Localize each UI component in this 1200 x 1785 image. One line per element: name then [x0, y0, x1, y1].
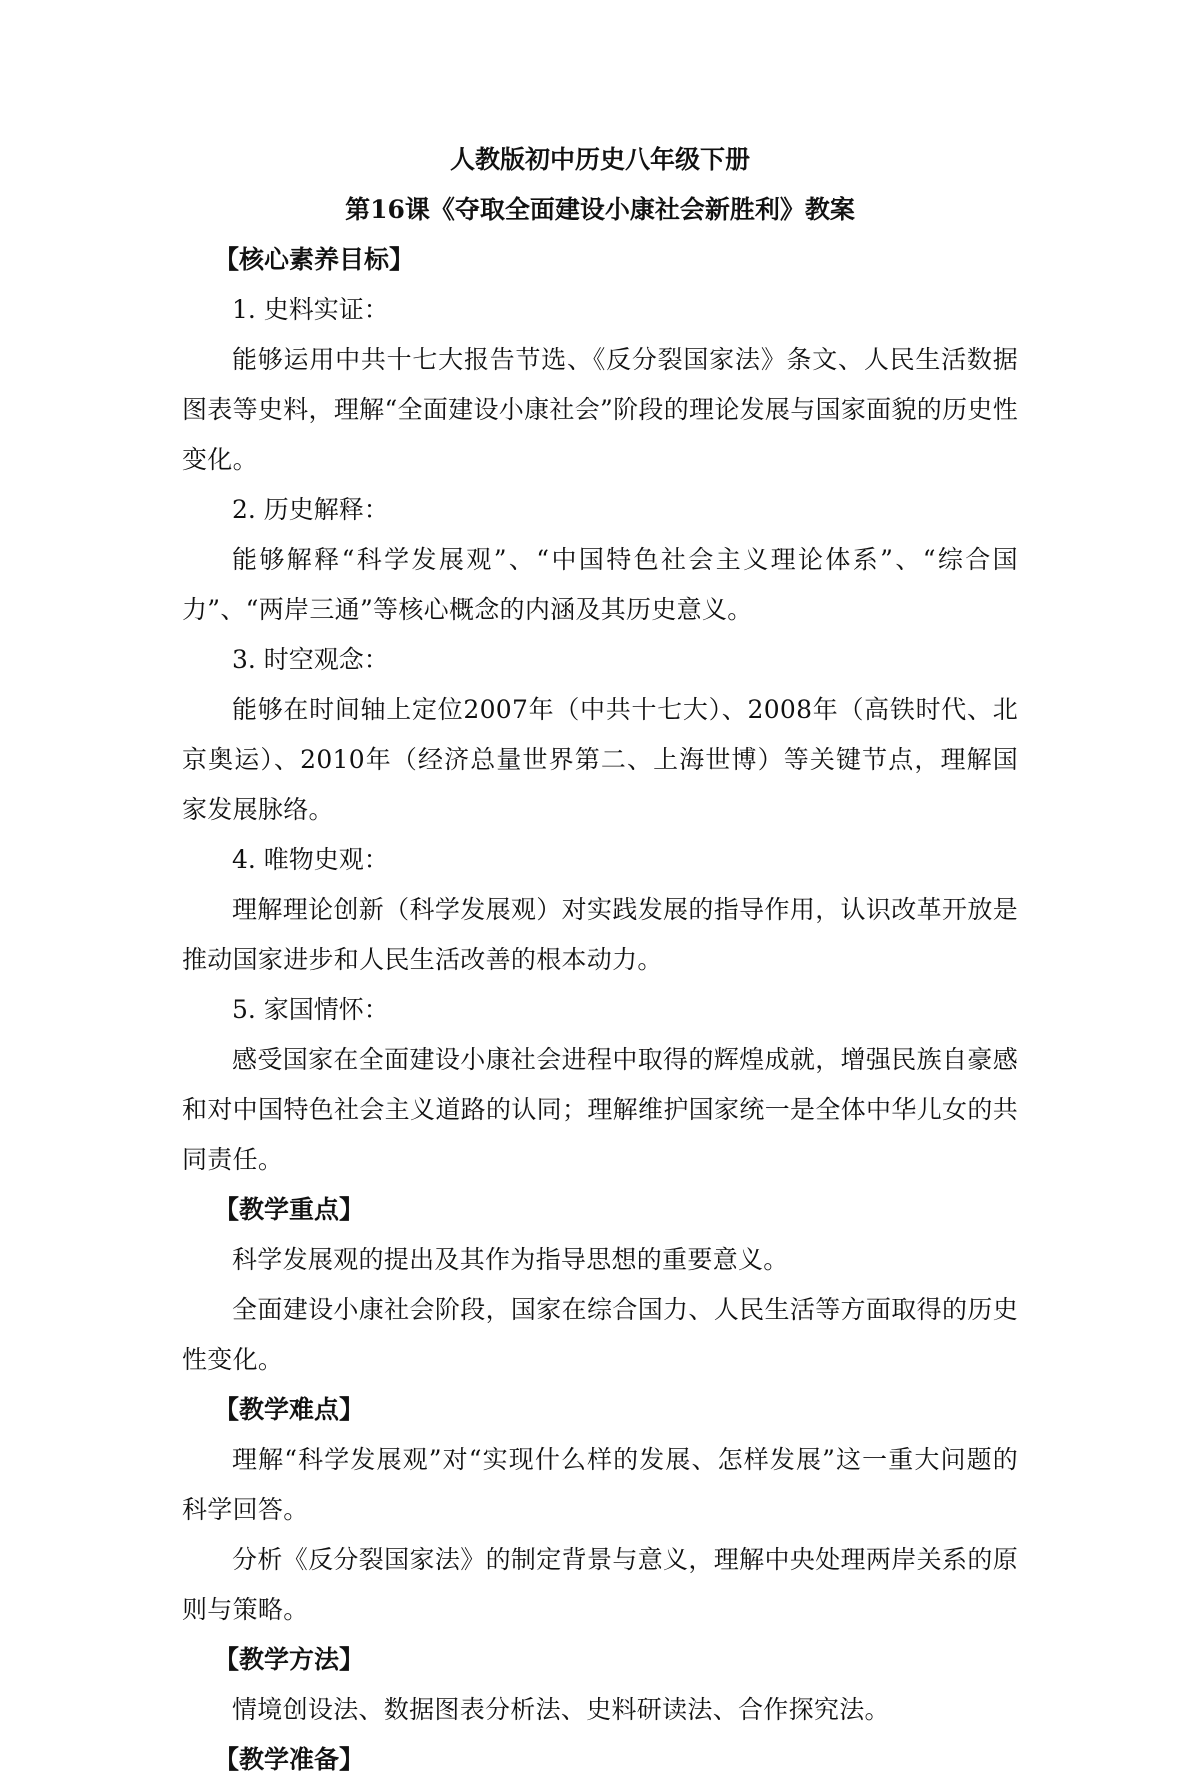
goal-label-3: 3. 时空观念： — [232, 645, 389, 674]
difficult-point-2: 分析《反分裂国家法》的制定背景与意义，理解中央处理两岸关系的原则与策略。 — [182, 1545, 1018, 1624]
section-heading-key-points: 【教学重点】 — [214, 1195, 365, 1224]
document-body — [182, 135, 1018, 1785]
goal-label-2: 2. 历史解释： — [232, 495, 389, 524]
section-heading-preparation: 【教学准备】 — [214, 1745, 365, 1774]
key-point-2: 全面建设小康社会阶段，国家在综合国力、人民生活等方面取得的历史性变化。 — [182, 1295, 1018, 1374]
goal-text-3: 能够在时间轴上定位2007年（中共十七大）、2008年（高铁时代、北京奥运）、2010年（经济总量世界第二、上海世博）等关键节点，理解国家发展脉络。 — [182, 695, 1018, 824]
goal-text-1: 能够运用中共十七大报告节选、《反分裂国家法》条文、人民生活数据图表等史料，理解“全面建设小康社会”阶段的理论发展与国家面貌的历史性变化。 — [182, 345, 1018, 474]
document-title: 人教版初中历史八年级下册 — [449, 145, 750, 174]
goal-label-1: 1. 史料实证： — [232, 295, 389, 324]
goal-text-2: 能够解释“科学发展观”、“中国特色社会主义理论体系”、“综合国力”、“两岸三通”等核心概念的内涵及其历史意义。 — [182, 545, 1018, 624]
methods-text: 情境创设法、数据图表分析法、史料研读法、合作探究法。 — [232, 1695, 890, 1724]
key-point-1: 科学发展观的提出及其作为指导思想的重要意义。 — [232, 1245, 789, 1274]
section-heading-methods: 【教学方法】 — [214, 1645, 365, 1674]
goal-text-5: 感受国家在全面建设小康社会进程中取得的辉煌成就，增强民族自豪感和对中国特色社会主义道路的认同；理解维护国家统一是全体中华儿女的共同责任。 — [182, 1045, 1018, 1174]
goal-label-5: 5. 家国情怀： — [232, 995, 389, 1024]
lesson-title: 第16课《夺取全面建设小康社会新胜利》教案 — [345, 195, 855, 224]
section-heading-core-goals: 【核心素养目标】 — [214, 245, 415, 274]
goal-label-4: 4. 唯物史观： — [232, 845, 389, 874]
difficult-point-1: 理解“科学发展观”对“实现什么样的发展、怎样发展”这一重大问题的科学回答。 — [182, 1445, 1018, 1524]
goal-text-4: 理解理论创新（科学发展观）对实践发展的指导作用，认识改革开放是推动国家进步和人民生活改善的根本动力。 — [182, 895, 1018, 974]
section-heading-difficult-points: 【教学难点】 — [214, 1395, 365, 1424]
